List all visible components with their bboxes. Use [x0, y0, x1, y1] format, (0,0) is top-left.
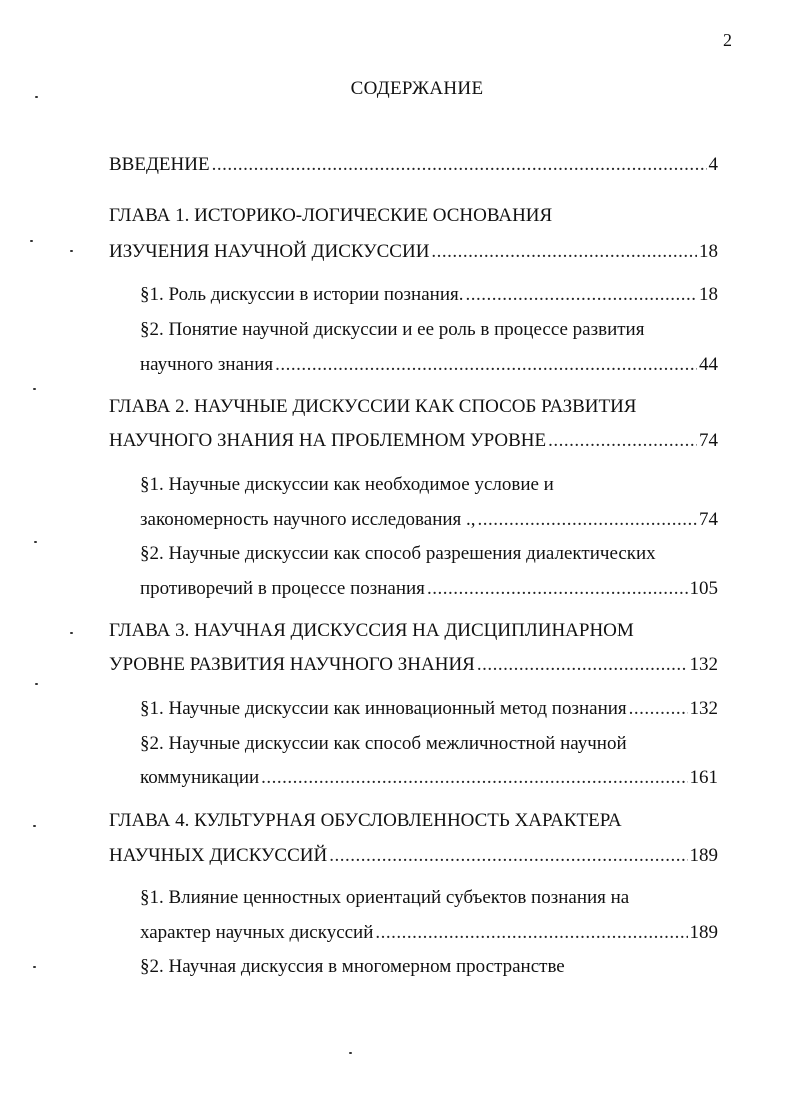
toc-entry-text: §2. Научные дискуссии как способ межличностной научной	[140, 733, 627, 754]
toc-entry-text: НАУЧНЫХ ДИСКУССИЙ	[109, 845, 328, 866]
toc-chapter-4-line-2[interactable]	[109, 845, 718, 867]
toc-entry-text: §2. Понятие научной дискуссии и ее роль в процессе развития	[140, 319, 645, 340]
page-number: 2	[723, 30, 732, 50]
toc-page-number: 132	[689, 654, 718, 675]
toc-entry-text: §1. Научные дискуссии как необходимое условие и	[140, 474, 554, 495]
toc-entry-text: закономерность научного исследования .,	[140, 509, 476, 530]
toc-page-number: 74	[699, 430, 718, 451]
toc-section-1-2-line-1[interactable]	[140, 319, 718, 341]
toc-page-number: 161	[689, 767, 718, 788]
scan-speck	[33, 825, 36, 827]
toc-section-4-1-line-2[interactable]	[140, 922, 718, 944]
toc-section-2-1-line-1[interactable]	[140, 474, 718, 496]
scan-speck	[33, 388, 36, 390]
scan-speck	[70, 632, 73, 634]
toc-entry-text: ГЛАВА 3. НАУЧНАЯ ДИСКУССИЯ НА ДИСЦИПЛИНАРНОМ	[109, 620, 634, 641]
toc-page-number: 18	[699, 284, 718, 305]
toc-page-number: 132	[689, 698, 718, 719]
toc-entry-text: коммуникации	[140, 767, 260, 788]
toc-entry-text: ИЗУЧЕНИЯ НАУЧНОЙ ДИСКУССИИ	[109, 241, 430, 262]
toc-entry-text: ГЛАВА 2. НАУЧНЫЕ ДИСКУССИИ КАК СПОСОБ РАЗВИТИЯ	[109, 396, 637, 417]
scan-speck	[35, 96, 38, 98]
toc-entry-text: НАУЧНОГО ЗНАНИЯ НА ПРОБЛЕМНОМ УРОВНЕ	[109, 430, 547, 451]
toc-entry-text: ГЛАВА 1. ИСТОРИКО-ЛОГИЧЕСКИЕ ОСНОВАНИЯ	[109, 205, 553, 226]
toc-entry-text: УРОВНЕ РАЗВИТИЯ НАУЧНОГО ЗНАНИЯ	[109, 654, 475, 675]
page-title: СОДЕРЖАНИЕ	[350, 78, 484, 99]
toc-page-number: 189	[689, 922, 718, 943]
scan-speck	[35, 683, 38, 685]
toc-section-2-2-line-2[interactable]	[140, 578, 718, 600]
dot-leader	[478, 509, 697, 531]
dot-leader	[427, 578, 688, 600]
toc-entry-text: §1. Научные дискуссии как инновационный метод познания	[140, 698, 627, 719]
toc-section-3-2-line-1[interactable]	[140, 733, 718, 755]
dot-leader	[275, 354, 697, 376]
toc-entry-text: ГЛАВА 4. КУЛЬТУРНАЯ ОБУСЛОВЛЕННОСТЬ ХАРАКТЕРА	[109, 810, 622, 831]
toc-section-1-2-line-2[interactable]	[140, 354, 718, 376]
toc-page-number: 74	[699, 509, 718, 530]
scan-speck	[349, 1052, 352, 1054]
toc-entry-text: §1. Влияние ценностных ориентаций субъектов познания на	[140, 887, 630, 908]
toc-section-1-1[interactable]	[140, 284, 718, 306]
toc-entry-text: §2. Научные дискуссии как способ разрешения диалектических	[140, 543, 656, 564]
toc-section-3-1[interactable]	[140, 698, 718, 720]
toc-chapter-3-line-2[interactable]	[109, 654, 718, 676]
toc-chapter-4-line-1[interactable]	[109, 810, 718, 832]
toc-page-number: 189	[689, 845, 718, 866]
toc-page-number: 18	[699, 241, 718, 262]
dot-leader	[548, 430, 697, 452]
toc-entry-text: §1. Роль дискуссии в истории познания.	[140, 284, 464, 305]
toc-page-number: 44	[699, 354, 718, 375]
toc-entry-text: противоречий в процессе познания	[140, 578, 425, 599]
dot-leader	[477, 654, 688, 676]
dot-leader	[465, 284, 697, 306]
toc-section-4-1-line-1[interactable]	[140, 887, 718, 909]
dot-leader	[329, 845, 687, 867]
scan-speck	[70, 250, 73, 252]
dot-leader	[431, 241, 697, 263]
toc-entry-text: характер научных дискуссий	[140, 922, 374, 943]
toc-section-3-2-line-2[interactable]	[140, 767, 718, 789]
dot-leader	[629, 698, 688, 720]
dot-leader	[261, 767, 687, 789]
toc-entry-text: ВВЕДЕНИЕ	[109, 154, 210, 175]
toc-entry-intro[interactable]	[109, 154, 718, 176]
toc-chapter-2-line-2[interactable]	[109, 430, 718, 452]
toc-section-2-1-line-2[interactable]	[140, 509, 718, 531]
toc-entry-text: научного знания	[140, 354, 274, 375]
toc-page-number: 105	[689, 578, 718, 599]
toc-page-number: 4	[708, 154, 718, 175]
scan-speck	[30, 240, 33, 242]
toc-section-4-2-line-1[interactable]	[140, 956, 718, 978]
toc-section-2-2-line-1[interactable]	[140, 543, 718, 565]
toc-chapter-1-line-2[interactable]	[109, 241, 718, 263]
toc-chapter-3-line-1[interactable]	[109, 620, 718, 642]
scan-speck	[33, 966, 36, 968]
dot-leader	[375, 922, 687, 944]
toc-chapter-1-line-1[interactable]	[109, 205, 718, 227]
toc-entry-text: §2. Научная дискуссия в многомерном пространстве	[140, 956, 565, 977]
scan-speck	[34, 541, 37, 543]
dot-leader	[212, 154, 707, 176]
toc-chapter-2-line-1[interactable]	[109, 396, 718, 418]
